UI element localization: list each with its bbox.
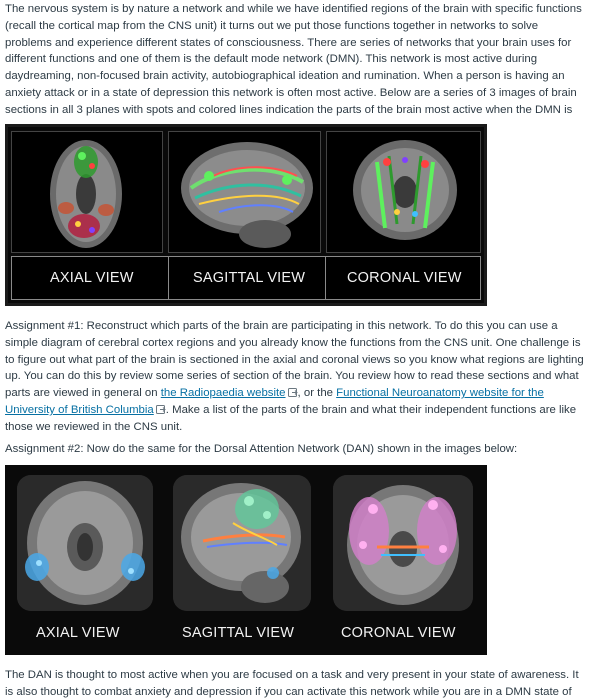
external-link-icon	[288, 388, 298, 397]
divider	[325, 257, 326, 299]
dmn-axial-label: AXIAL VIEW	[50, 270, 134, 286]
dmn-axial-image	[11, 131, 163, 253]
dmn-brain-figure	[5, 124, 487, 306]
dan-coronal-image	[333, 475, 473, 611]
assignment-1-text: , or the	[297, 387, 337, 400]
dmn-sagittal-label: SAGITTAL VIEW	[193, 270, 306, 286]
dan-axial-image	[17, 475, 153, 611]
intro-paragraph: The nervous system is by nature a network and while we have identified regions of the brain with specific functions (recall the cortical map from the CNS unit) it turns out we put those functions together in networks to solve problems and experience different states of consciousness. There are series of networks that your brain uses for different functions and one of them is the default mode network (DMN). This network is most active during daydreaming, non-focused brain activity, autobiographical ideation and rumination. When a person is having an anxiety attack or in a state of depression this network is often most active. Below are a series of 3 images of brain sections in all 3 planes with spots and colored lines indication the parts of the brain most active when the DMN is	[5, 3, 582, 116]
dan-brain-figure	[5, 465, 487, 655]
assignment-1-text: Assignment #1: Reconstruct which parts of the brain are participating in this network. To do this you can use a simple diagram of cerebral cortex regions and you already know the functions from the CNS unit. One challenge is to figure out what part of the brain is sectioned in the axial and coronal views so you know what regions are lighting up. You can do this by review some series of section of the brain. You review how to read these sections and what parts are viewed in general on	[5, 320, 584, 400]
external-link-icon	[156, 405, 166, 414]
radiopaedia-link[interactable]	[161, 387, 286, 399]
assignment-1-paragraph	[5, 318, 587, 436]
assignment-2-paragraph: Assignment #2: Now do the same for the Dorsal Attention Network (DAN) shown in the images below:	[5, 443, 518, 455]
dan-sagittal-image	[173, 475, 311, 611]
assignment-1-text: . Make a list of the parts of the brain and what their independent functions are like those we reviewed in the CNS unit.	[5, 403, 577, 433]
dan-sagittal-label: SAGITTAL VIEW	[182, 625, 295, 641]
dmn-coronal-label: CORONAL VIEW	[347, 270, 462, 286]
dan-axial-label: AXIAL VIEW	[36, 625, 120, 641]
divider	[168, 257, 169, 299]
dan-coronal-label: CORONAL VIEW	[341, 625, 456, 641]
dan-description-paragraph: The DAN is thought to most active when you are focused on a task and very present in your state of awareness. It is also thought to combat anxiety and depression if you can activate this network while you are in a DMN state of	[5, 669, 579, 698]
radiopaedia-link-text: the Radiopaedia website	[160, 387, 286, 400]
dmn-sagittal-image	[168, 131, 321, 253]
ubc-neuroanatomy-link-text: Functional Neuroanatomy website for the University of British Columbia	[5, 387, 544, 416]
dmn-view-labels	[11, 256, 481, 300]
dmn-coronal-image	[326, 131, 481, 253]
